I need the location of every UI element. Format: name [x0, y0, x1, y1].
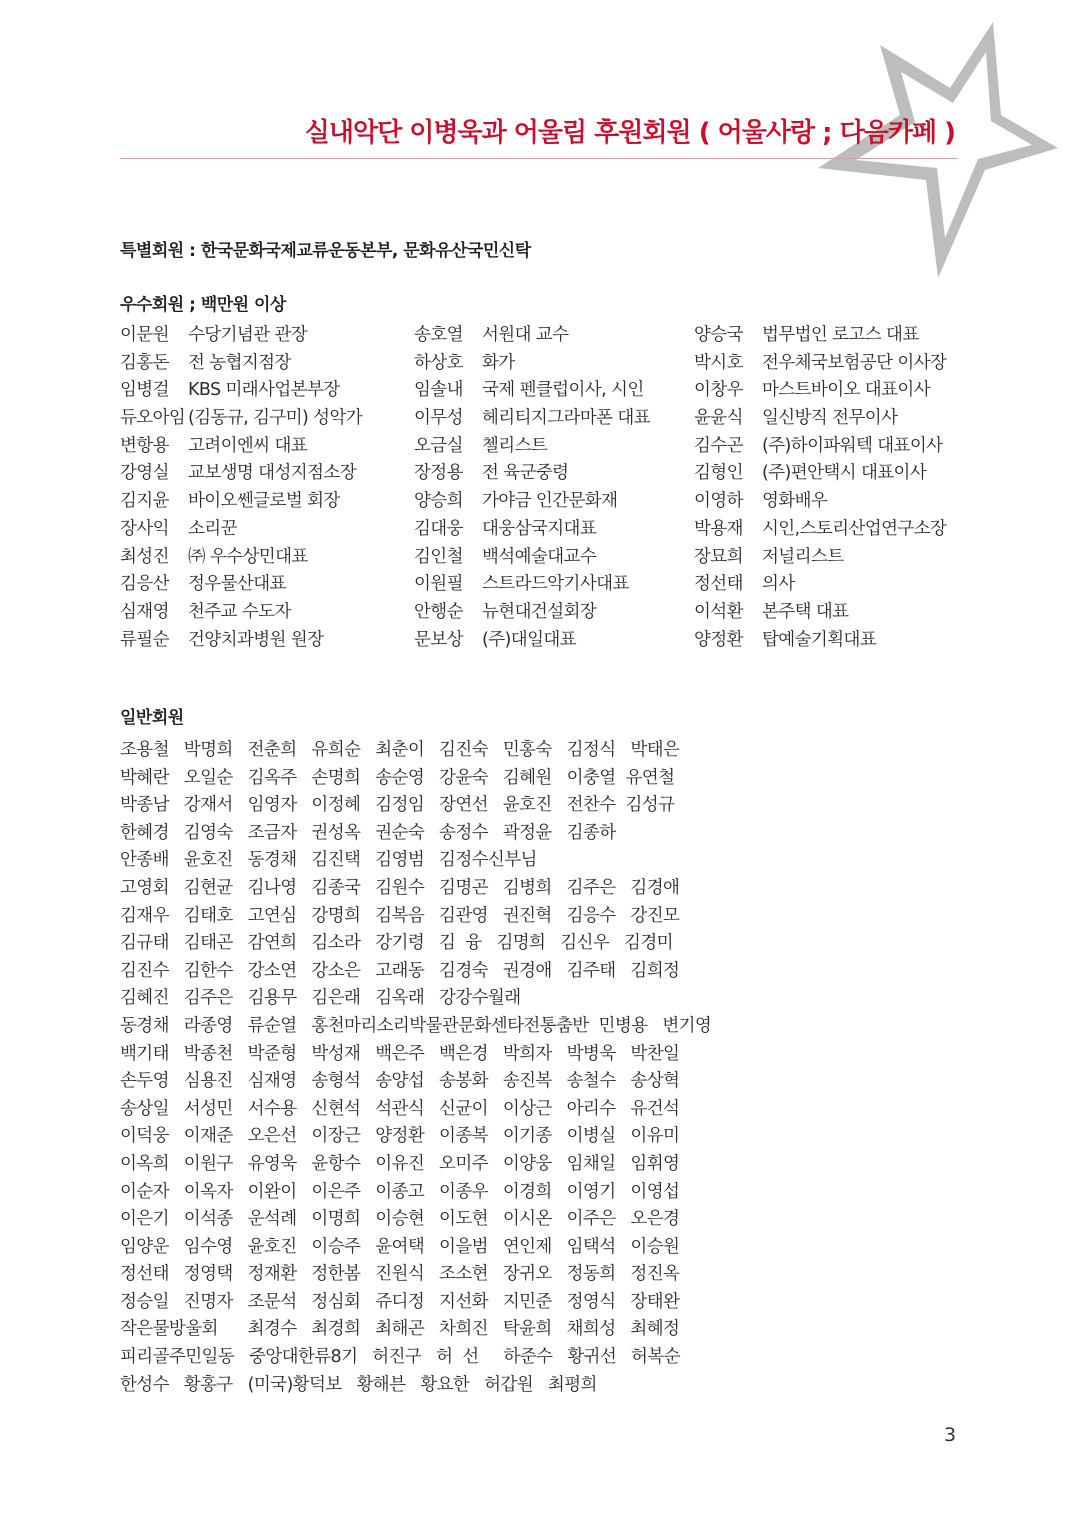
member-desc: 화가 — [482, 352, 515, 373]
member-desc: 뉴현대건설회장 — [482, 601, 597, 622]
member-name: 정선태 — [694, 574, 743, 595]
general-members-line: 김규태 김태곤 감연희 김소라 강기령 김 융 김명희 김신우 김경미 — [120, 933, 673, 954]
member-desc: 헤리티지그라마폰 대표 — [482, 408, 651, 429]
member-row — [414, 377, 650, 405]
general-members-line: 이옥희 이원구 유영욱 윤항수 이유진 오미주 이양웅 임채일 임휘영 — [120, 1153, 680, 1174]
member-name: 듀오아임 — [120, 408, 186, 429]
member-row — [414, 350, 650, 378]
member-row — [694, 516, 946, 544]
general-members-line: 백기태 박종천 박준형 박성재 백은주 백은경 박희자 박병욱 박찬일 — [120, 1043, 680, 1064]
excellent-members-heading: 우수회원 ; 백만원 이상 — [120, 295, 286, 315]
member-row — [120, 544, 362, 572]
member-desc: (주)하이파워텍 대표이사 — [762, 435, 943, 456]
member-desc: 국제 펜클럽이사, 시인 — [482, 380, 644, 401]
member-name: 장정용 — [414, 463, 463, 484]
member-desc: 고려이엔씨 대표 — [188, 435, 308, 456]
general-members-line: 김혜진 김주은 김용무 김은래 김옥래 강강수월래 — [120, 988, 521, 1009]
member-desc: 저널리스트 — [762, 546, 844, 567]
member-row — [120, 350, 362, 378]
general-members-line: 송상일 서성민 서수용 신현석 석관식 신균이 이상근 아리수 유건석 — [120, 1098, 680, 1119]
member-desc: 전우체국보험공단 이사장 — [762, 352, 947, 373]
member-row — [414, 544, 650, 572]
general-members-line: 안종배 윤호진 동경채 김진택 김영범 김정수신부님 — [120, 850, 537, 871]
member-row — [120, 516, 362, 544]
member-row — [414, 516, 650, 544]
member-desc: 교보생명 대성지점소장 — [188, 463, 357, 484]
member-desc: 소리꾼 — [188, 518, 237, 539]
member-row — [414, 627, 650, 655]
member-name: 김형인 — [694, 463, 743, 484]
member-name: 김인철 — [414, 546, 463, 567]
member-row — [694, 488, 946, 516]
member-name: 장묘희 — [694, 546, 743, 567]
member-desc: 전 육군중령 — [482, 463, 569, 484]
member-desc: 영화배우 — [762, 491, 828, 512]
member-name: 김응산 — [120, 574, 169, 595]
member-desc: KBS 미래사업본부장 — [188, 380, 340, 401]
general-members-line: 김재우 김태호 고연심 강명희 김복음 김관영 권진혁 김응수 강진모 — [120, 905, 680, 926]
excellent-members-column-2 — [414, 322, 650, 654]
member-row — [694, 460, 946, 488]
member-name: 김홍돈 — [120, 352, 169, 373]
member-name: 심재영 — [120, 601, 169, 622]
member-row — [414, 433, 650, 461]
member-row — [120, 377, 362, 405]
member-name: 변항용 — [120, 435, 169, 456]
member-desc: ㈜ 우수상민대표 — [188, 546, 308, 567]
member-row — [414, 599, 650, 627]
member-desc: 의사 — [762, 574, 795, 595]
general-members-line: 정승일 진명자 조문석 정심회 쥬디정 지선화 지민준 정영식 장태완 — [120, 1291, 680, 1312]
member-name: 김수곤 — [694, 435, 743, 456]
member-name: 윤윤식 — [694, 408, 743, 429]
member-name: 양정환 — [694, 629, 743, 650]
member-name: 이문원 — [120, 325, 169, 345]
member-name: 김지윤 — [120, 491, 169, 512]
member-desc: 백석예술대교수 — [482, 546, 597, 567]
general-members-line: 이덕웅 이재준 오은선 이장근 양정환 이종복 이기종 이병실 이유미 — [120, 1126, 680, 1147]
member-desc: (주)대일대표 — [482, 629, 576, 650]
member-name: 이원필 — [414, 574, 463, 595]
member-row — [120, 433, 362, 461]
member-name: 송호열 — [414, 325, 463, 345]
member-name: 임솔내 — [414, 380, 463, 401]
member-desc: (김동규, 김구미) 성악가 — [188, 408, 363, 429]
general-members-line: 작은물방울회 최경수 최경희 최해곤 차희진 탁윤희 채희성 최혜정 — [120, 1319, 680, 1340]
general-members-line: 피리골주민일동 중앙대한류8기 허진구 허 선 하준수 황귀선 허복순 — [120, 1347, 680, 1368]
member-desc: 시인,스토리산업연구소장 — [762, 518, 947, 539]
member-row — [694, 322, 946, 350]
member-desc: 가야금 인간문화재 — [482, 491, 618, 512]
member-name: 박용재 — [694, 518, 743, 539]
excellent-members-column-1 — [120, 322, 362, 654]
member-name: 이창우 — [694, 380, 743, 401]
member-name: 안행순 — [414, 601, 463, 622]
member-row — [120, 460, 362, 488]
member-row — [694, 350, 946, 378]
special-members-heading: 특별회원 : 한국문화국제교류운동본부, 문화유산국민신탁 — [120, 241, 531, 261]
general-members-line: 고영회 김현균 김나영 김종국 김원수 김명곤 김병희 김주은 김경애 — [120, 877, 680, 898]
member-desc: 대웅삼국지대표 — [482, 518, 597, 539]
member-desc: 스트라드악기사대표 — [482, 574, 629, 595]
member-desc: 전 농협지점장 — [188, 352, 291, 373]
member-row — [120, 488, 362, 516]
member-row — [694, 571, 946, 599]
member-row — [694, 599, 946, 627]
member-name: 이석환 — [694, 601, 743, 622]
member-row — [414, 488, 650, 516]
member-name: 장사익 — [120, 518, 169, 539]
member-row — [694, 377, 946, 405]
general-members-line: 이순자 이옥자 이완이 이은주 이종고 이종우 이경희 이영기 이영섭 — [120, 1181, 680, 1202]
page-number: 3 — [944, 1424, 957, 1446]
member-name: 임병걸 — [120, 380, 169, 401]
member-row — [120, 322, 362, 350]
member-desc: 마스트바이오 대표이사 — [762, 380, 931, 401]
member-row — [694, 544, 946, 572]
member-desc: 천주교 수도자 — [188, 601, 291, 622]
member-row — [120, 627, 362, 655]
member-row — [120, 571, 362, 599]
member-desc: 서원대 교수 — [482, 325, 569, 345]
member-name: 양승희 — [414, 491, 463, 512]
member-row — [694, 627, 946, 655]
member-desc: 탑예술기획대표 — [762, 629, 877, 650]
general-members-line: 이은기 이석종 운석례 이명희 이승현 이도현 이시온 이주은 오은경 — [120, 1209, 680, 1230]
member-row — [120, 599, 362, 627]
member-desc: 법무법인 로고스 대표 — [762, 325, 919, 345]
member-name: 양승국 — [694, 325, 743, 345]
excellent-members-column-3 — [694, 322, 946, 654]
general-members-line: 손두영 심용진 심재영 송형석 송양섭 송봉화 송진복 송철수 송상혁 — [120, 1071, 680, 1092]
title-divider — [120, 158, 958, 159]
member-row — [414, 405, 650, 433]
member-name: 김대웅 — [414, 518, 463, 539]
member-name: 이무성 — [414, 408, 463, 429]
general-members-line: 한성수 황홍구 (미국)황덕보 황해븐 황요한 허갑원 최평희 — [120, 1374, 597, 1395]
member-name: 강영실 — [120, 463, 169, 484]
general-members-line: 김진수 김한수 강소연 강소은 고래동 김경숙 권경애 김주태 김희정 — [120, 960, 680, 981]
member-row — [414, 460, 650, 488]
member-name: 오금실 — [414, 435, 463, 456]
member-row — [414, 322, 650, 350]
member-row — [694, 405, 946, 433]
general-members-list — [120, 737, 840, 1399]
member-desc: (주)편안택시 대표이사 — [762, 463, 927, 484]
member-name: 박시호 — [694, 352, 743, 373]
member-name: 최성진 — [120, 546, 169, 567]
member-desc: 본주택 대표 — [762, 601, 849, 622]
member-desc: 일신방직 전무이사 — [762, 408, 898, 429]
member-row — [120, 405, 362, 433]
general-members-line: 한혜경 김영숙 조금자 권성옥 권순숙 송정수 곽정윤 김종하 — [120, 822, 616, 843]
member-name: 문보상 — [414, 629, 463, 650]
member-desc: 건양치과병원 원장 — [188, 629, 324, 650]
member-name: 하상호 — [414, 352, 463, 373]
general-members-line: 박종남 강재서 임영자 이정혜 김정임 장연선 윤호진 전찬수 김성규 — [120, 795, 675, 816]
member-row — [414, 571, 650, 599]
member-desc: 수당기념관 관장 — [188, 325, 308, 345]
general-members-heading: 일반회원 — [120, 708, 184, 728]
member-desc: 첼리스트 — [482, 435, 548, 456]
member-row — [694, 433, 946, 461]
member-name: 이영하 — [694, 491, 743, 512]
general-members-line: 정선태 정영택 정재환 정한봄 진원식 조소현 장귀오 정동희 정진옥 — [120, 1264, 680, 1285]
general-members-line: 동경채 라종영 류순열 홍천마리소리박물관문화센타전통춤반 민병용 변기영 — [120, 1015, 712, 1036]
general-members-line: 박혜란 오일순 김옥주 손명희 송순영 강윤숙 김혜원 이충열 유연철 — [120, 767, 675, 788]
member-desc: 바이오쎈글로벌 회장 — [188, 491, 340, 512]
member-desc: 정우물산대표 — [188, 574, 286, 595]
page-title: 실내악단 이병욱과 어울림 후원회원 ( 어울사랑 ; 다음카페 ) — [304, 118, 955, 148]
general-members-line: 조용철 박명희 전춘희 유희순 최춘이 김진숙 민홍숙 김정식 박태은 — [120, 740, 680, 760]
general-members-line: 임양운 임수영 윤호진 이승주 윤여택 이을범 연인제 임택석 이승원 — [120, 1236, 680, 1257]
member-name: 류필순 — [120, 629, 169, 650]
